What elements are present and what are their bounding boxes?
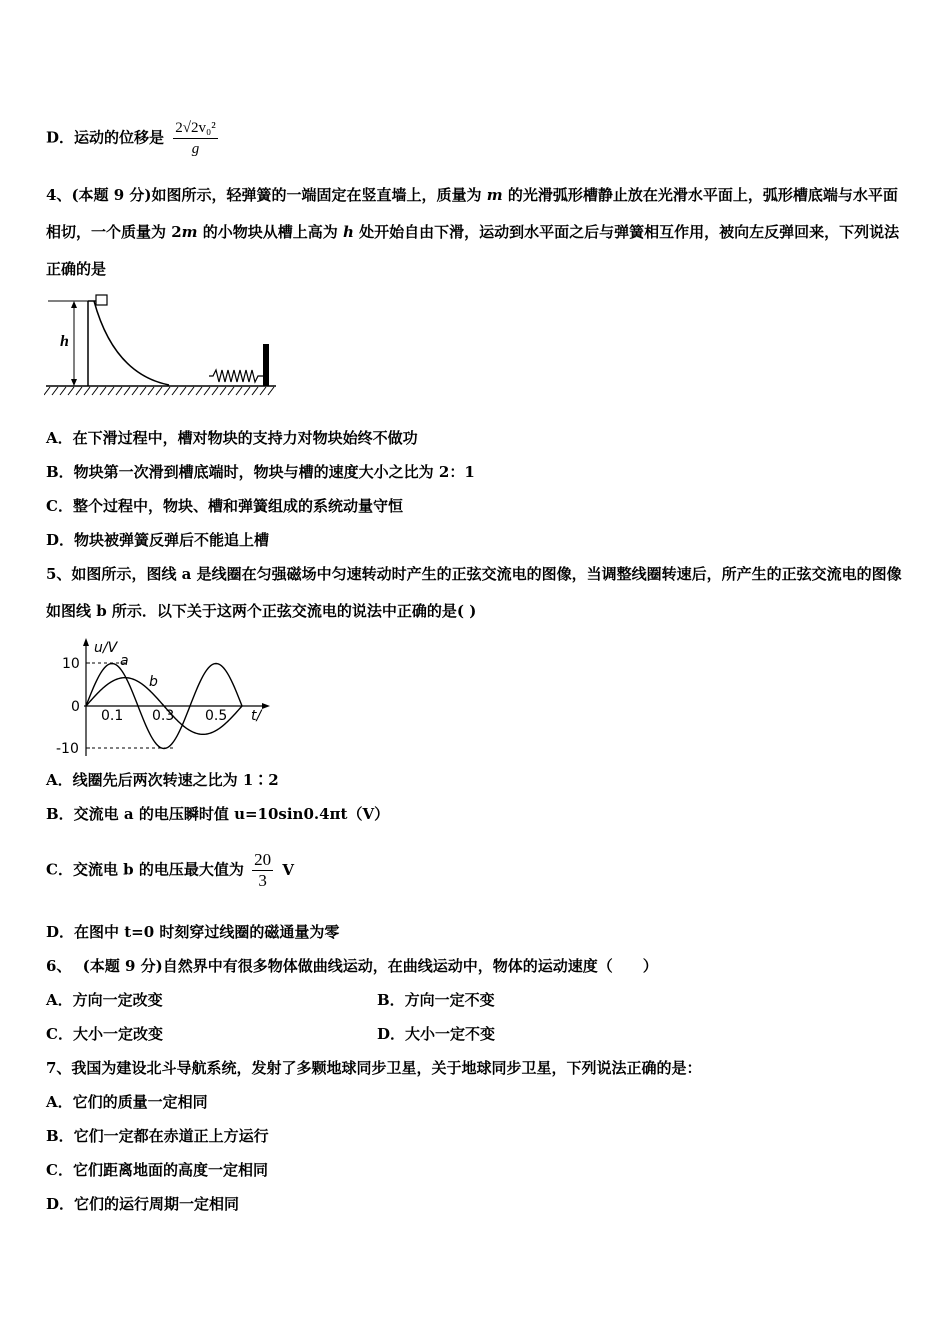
chart-ytick-10: 10 — [62, 656, 80, 672]
chart-ytick-0: 0 — [71, 699, 80, 715]
q5-stem: 5、如图所示，图线 a 是线圈在匀强磁场中匀速转动时产生的正弦交流电的图像，当调整线圈转速后，所产生的正弦交流电的图像如图线 b 所示．以下关于这两个正弦交流电的说法中正确的是( ) — [46, 565, 902, 620]
q6-stem — [46, 956, 658, 976]
q7-option-d: D．它们的运行周期一定相同 — [46, 1195, 240, 1213]
chart-x-arrow — [262, 703, 270, 709]
q7-option-c: C．它们距离地面的高度一定相同 — [46, 1161, 268, 1179]
q4-option-b: B．物块第一次滑到槽底端时，物块与槽的速度大小之比为 2：1 — [46, 463, 475, 481]
q5-option-c-fraction — [252, 850, 273, 891]
chart-ytick-neg10: -10 — [56, 741, 79, 757]
q4-stem: 4、(本题 9 分)如图所示，轻弹簧的一端固定在竖直墙上，质量为 m 的光滑弧形槽静止放在光滑水平面上，弧形槽底端与水平面相切，一个质量为 2m 的小物块从槽上高为 h 处开始自由下滑，运动到水平面之后与弹簧相互作用，被向左反弹回来，下列说法正确的是 — [46, 186, 900, 278]
q4-figure-label-h: h — [60, 333, 69, 350]
q5-option-a: A．线圈先后两次转速之比为 1∶2 — [46, 771, 279, 789]
chart-series-b-label: b — [149, 674, 158, 690]
q6-stem-text: (本题 9 分)自然界中有很多物体做曲线运动，在曲线运动中，物体的运动速度（ ） — [82, 957, 658, 975]
q5-option-b: B．交流电 a 的电压瞬时值 u=10sin0.4πt（V） — [46, 805, 390, 823]
q4-spring — [209, 370, 263, 382]
q4-option-c: C．整个过程中，物块、槽和弹簧组成的系统动量守恒 — [46, 497, 403, 515]
chart-xtick-05: 0.5 — [205, 708, 228, 724]
q3-option-d-fraction — [173, 118, 217, 159]
q3-option-d-text: D．运动的位移是 — [46, 128, 165, 147]
q5-fraction-denominator: 3 — [258, 871, 267, 890]
q6-option-a: A．方向一定改变 — [46, 991, 163, 1009]
q3-option-d — [46, 118, 218, 159]
q4-figure — [44, 292, 284, 404]
q5-option-c-text: C．交流电 b 的电压最大值为 — [46, 860, 244, 879]
q6-number: 6、 — [46, 957, 72, 975]
q6-option-d: D．大小一定不变 — [377, 1025, 496, 1043]
q4-block — [96, 295, 107, 305]
q4-points: (本题 9 分) — [71, 186, 152, 204]
q5-option-d: D．在图中 t=0 时刻穿过线圈的磁通量为零 — [46, 923, 340, 941]
q5-fraction-numerator: 20 — [254, 850, 272, 869]
q7-stem: 7、我国为建设北斗导航系统，发射了多颗地球同步卫星，关于地球同步卫星，下列说法正确的是： — [46, 1059, 702, 1077]
q5-chart — [46, 634, 278, 760]
chart-xtick-01: 0.1 — [101, 708, 124, 724]
q4-number: 4、 — [46, 186, 72, 204]
chart-xtick-03: 0.3 — [152, 708, 175, 724]
chart-xlabel: t/ — [251, 708, 262, 724]
q7-option-a: A．它们的质量一定相同 — [46, 1093, 208, 1111]
q4-option-a: A．在下滑过程中，槽对物块的支持力对物块始终不做功 — [46, 429, 418, 447]
q6-option-b: B．方向一定不变 — [377, 991, 495, 1009]
q4-wall — [263, 344, 269, 386]
chart-ylabel: u/V — [94, 640, 118, 656]
q4-option-d: D．物块被弹簧反弹后不能追上槽 — [46, 531, 270, 549]
q7-option-b: B．它们一定都在赤道正上方运行 — [46, 1127, 269, 1145]
q6-option-c: C．大小一定改变 — [46, 1025, 163, 1043]
q3-fraction-denominator: g — [191, 141, 200, 157]
q3-fraction-numerator: 2√2v₀² — [173, 118, 217, 139]
q5-option-c — [46, 850, 294, 891]
chart-series-a-label: a — [120, 653, 129, 669]
chart-y-arrow — [83, 638, 89, 646]
q5-option-c-unit: V — [282, 860, 294, 879]
